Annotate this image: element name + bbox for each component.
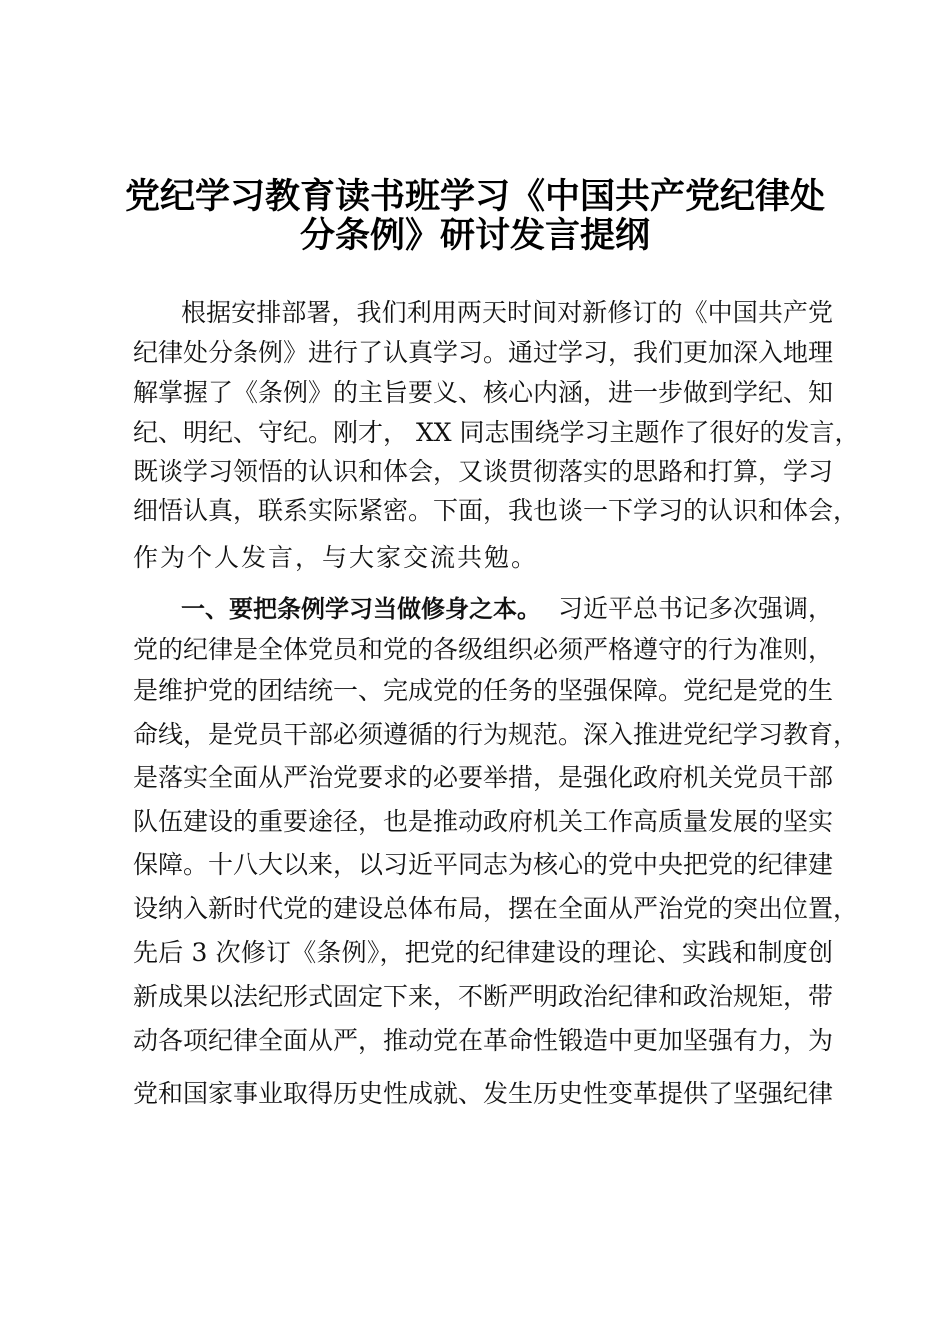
paragraph-line: 设纳入新时代党的建设总体布局，摆在全面从严治党的突出位置， (133, 894, 859, 923)
document-title-line-1: 党纪学习教育读书班学习《中国共产党纪律处 (124, 177, 825, 217)
paragraph-line: 保障。十八大以来，以习近平同志为核心的党中央把党的纪律建 (133, 850, 834, 879)
paragraph-line: 是落实全面从严治党要求的必要举措，是强化政府机关党员干部 (133, 763, 834, 792)
paragraph-line: 根据安排部署，我们利用两天时间对新修订的《中国共产党 (181, 298, 833, 327)
paragraph-line: 先后 3 次修订《条例》，把党的纪律建设的理论、实践和制度创 (133, 938, 833, 967)
paragraph-line: 命线，是党员干部必须遵循的行为规范。深入推进党纪学习教育， (133, 720, 859, 749)
paragraph-line: 细悟认真，联系实际紧密。下面，我也谈一下学习的认识和体会， (133, 496, 859, 525)
paragraph-line: 作为个人发言，与大家交流共勉。 (133, 543, 539, 572)
paragraph-line: 队伍建设的重要途径，也是推动政府机关工作高质量发展的坚实 (133, 807, 834, 836)
paragraph-line: 党的纪律是全体党员和党的各级组织必须严格遵守的行为准则， (133, 635, 834, 664)
paragraph-line: 纪律处分条例》进行了认真学习。通过学习，我们更加深入地理 (133, 338, 834, 367)
paragraph-line: 是维护党的团结统一、完成党的任务的坚强保障。党纪是党的生 (133, 676, 834, 705)
paragraph-line: 纪、明纪、守纪。刚才， XX 同志围绕学习主题作了很好的发言， (133, 418, 860, 447)
paragraph-line: 党和国家事业取得历史性成就、发生历史性变革提供了坚强纪律 (133, 1079, 834, 1108)
paragraph-line: 既谈学习领悟的认识和体会，又谈贯彻落实的思路和打算，学习 (133, 457, 834, 486)
paragraph-line: 新成果以法纪形式固定下来，不断严明政治纪律和政治规矩，带 (133, 982, 834, 1011)
section-1-heading: 一、要把条例学习当做修身之本。 (181, 595, 541, 623)
paragraph-line: 动各项纪律全面从严，推动党在革命性锻造中更加坚强有力，为 (133, 1026, 834, 1055)
paragraph-line: 解掌握了《条例》的主旨要义、核心内涵，进一步做到学纪、知 (133, 378, 834, 407)
section-1-first-line (181, 592, 833, 626)
document-title-line-2: 分条例》研讨发言提纲 (299, 216, 650, 256)
section-1-first-line-text: 习近平总书记多次强调， (557, 594, 833, 623)
